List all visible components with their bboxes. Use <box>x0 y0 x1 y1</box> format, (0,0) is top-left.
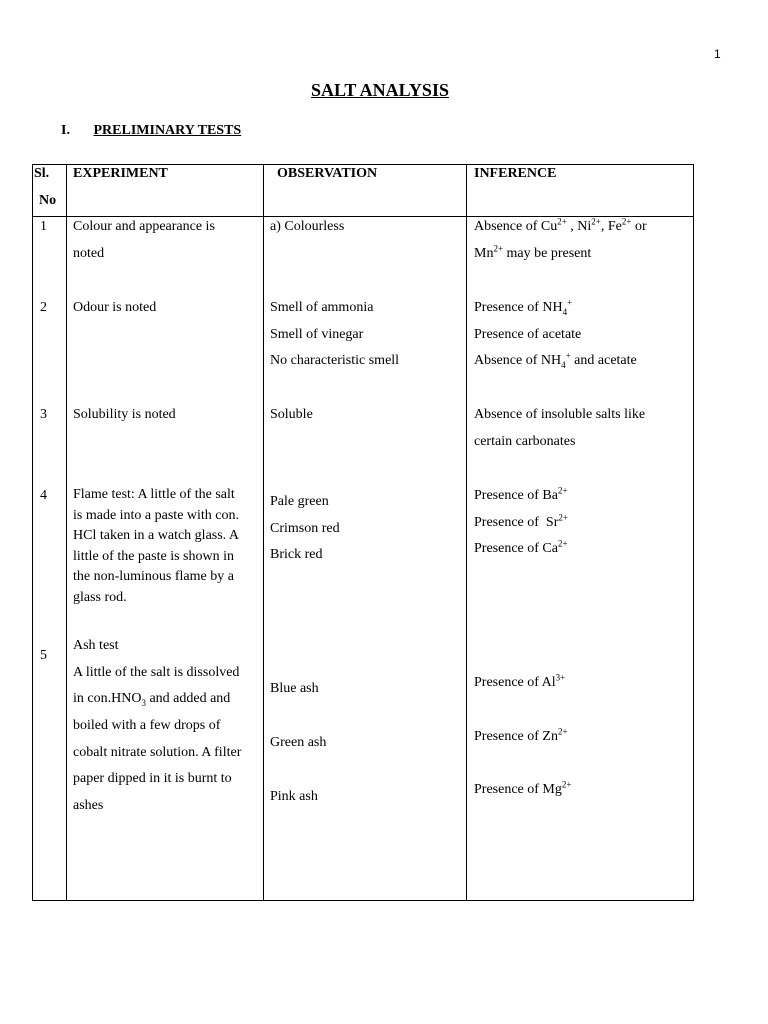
inference-line: Absence of insoluble salts like <box>474 407 646 422</box>
observation-line: Brick red <box>270 547 323 562</box>
experiment-line: Flame test: A little of the salt <box>73 487 235 502</box>
inference-line: certain carbonates <box>474 434 576 449</box>
experiment-line: boiled with a few drops of <box>73 718 221 733</box>
section-numeral: I. <box>61 123 70 138</box>
section-heading-text: PRELIMINARY TESTS <box>93 123 242 138</box>
observation-line: Smell of vinegar <box>270 327 364 342</box>
row-number: 2 <box>40 300 47 315</box>
experiment-line: glass rod. <box>73 590 127 605</box>
header-experiment: EXPERIMENT <box>73 166 168 181</box>
experiment-line: cobalt nitrate solution. A filter <box>73 745 242 760</box>
inference-line: Presence of $Sr^{2+}$ <box>474 512 568 530</box>
column-divider <box>466 165 467 900</box>
experiment-line: HCl taken in a watch glass. A <box>73 528 240 544</box>
experiment-line: A little of the salt is dissolved <box>73 665 240 680</box>
preliminary-tests-table <box>32 164 694 901</box>
observation-line: Crimson red <box>270 521 340 536</box>
observation-line: No characteristic smell <box>270 353 400 368</box>
experiment-line: Odour is noted <box>73 300 157 315</box>
observation-line: Blue ash <box>270 681 319 696</box>
column-divider <box>263 165 264 900</box>
observation-line: Pale green <box>270 494 329 509</box>
header-observation: OBSERVATION <box>277 166 378 181</box>
inference-line: Absence of $NH_4^+$ and acetate <box>474 350 637 370</box>
row-number: 5 <box>40 648 47 663</box>
header-sl-line2: No <box>39 193 57 208</box>
header-sl-line1: Sl. <box>34 166 50 181</box>
row-number: 1 <box>40 219 47 234</box>
experiment-line: the non-luminous flame by a <box>73 569 234 585</box>
page-number: 1 <box>714 47 721 61</box>
inference-line: Presence of acetate <box>474 327 582 342</box>
experiment-line: ashes <box>73 798 104 813</box>
experiment-line: little of the paste is shown in <box>73 548 234 564</box>
observation-line: Smell of ammonia <box>270 300 374 315</box>
row-number: 3 <box>40 407 47 422</box>
observation-line: Green ash <box>270 735 327 750</box>
inference-line: Presence of $Zn^{2+}$ <box>474 726 568 744</box>
observation-line: Pink ash <box>270 789 318 804</box>
experiment-line: is made into a paste with con. <box>73 507 240 523</box>
experiment-line: noted <box>73 246 105 261</box>
inference-line: Presence of $Al^{3+}$ <box>474 672 566 690</box>
row-number: 4 <box>40 488 47 503</box>
experiment-line: Solubility is noted <box>73 407 176 422</box>
experiment-line: Ash test <box>73 638 119 653</box>
inference-line: Presence of $Ca^{2+}$ <box>474 538 568 556</box>
experiment-line: Colour and appearance is <box>73 219 215 234</box>
header-inference: INFERENCE <box>474 166 557 181</box>
column-divider <box>66 165 67 900</box>
section-heading <box>61 123 241 139</box>
observation-line: Soluble <box>270 407 313 422</box>
inference-line: Presence of $NH_4^+$ <box>474 297 573 317</box>
experiment-line: in $con.HNO_3$ and added and <box>73 691 231 708</box>
experiment-line: paper dipped in it is burnt to <box>73 771 232 786</box>
inference-line: Absence of $Cu^{2+}$ , $Ni^{2+}$, $Fe^{2+}$ or <box>474 216 647 234</box>
inference-line: Presence of $Ba^{2+}$ <box>474 485 568 503</box>
inference-line: $Mn^{2+}$ may be present <box>474 243 592 261</box>
observation-line: a) Colourless <box>270 219 345 234</box>
inference-line: Presence of $Mg^{2+}$ <box>474 779 572 797</box>
document-title: SALT ANALYSIS <box>311 80 449 100</box>
